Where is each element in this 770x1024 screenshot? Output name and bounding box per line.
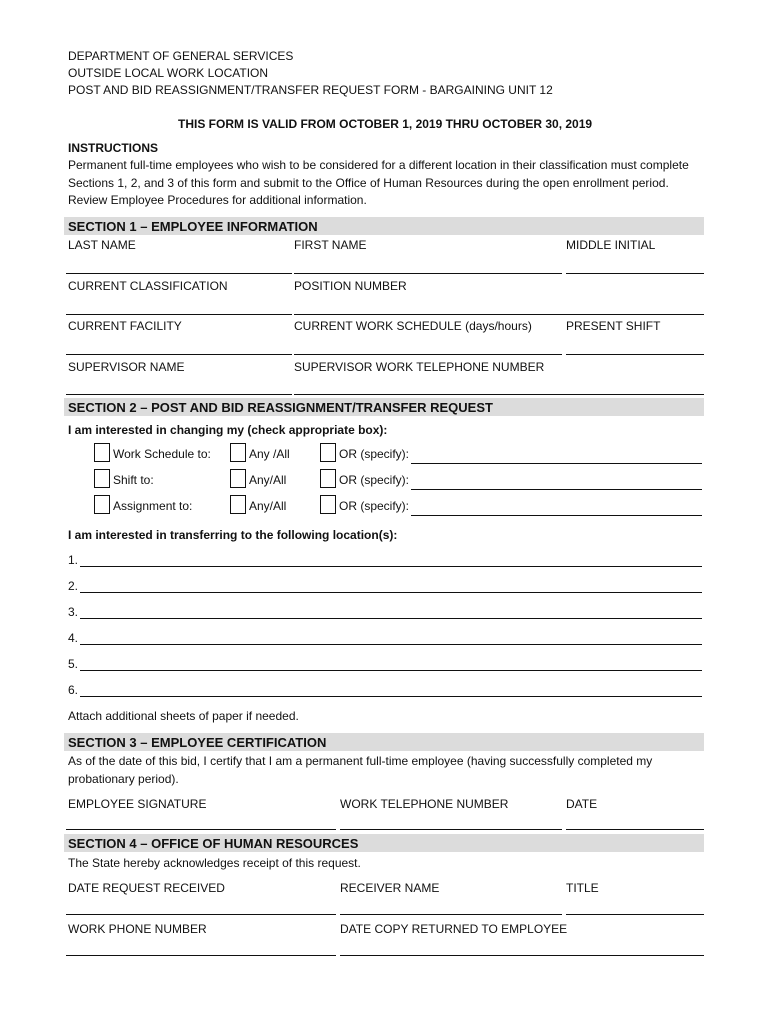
work-schedule-any-checkbox[interactable] (230, 443, 246, 462)
location-field-3[interactable] (80, 618, 702, 619)
section3-title: SECTION 3 – EMPLOYEE CERTIFICATION (68, 735, 327, 750)
section1-title: SECTION 1 – EMPLOYEE INFORMATION (68, 219, 318, 234)
section1-header (64, 217, 704, 235)
position-number-label: POSITION NUMBER (294, 279, 407, 293)
employee-signature-field[interactable] (66, 829, 336, 830)
supervisor-name-label: SUPERVISOR NAME (68, 360, 185, 374)
shift-any-label: Any/All (249, 473, 287, 487)
receiver-name-label: RECEIVER NAME (340, 881, 440, 895)
header-location: OUTSIDE LOCAL WORK LOCATION (68, 66, 269, 80)
work-phone-field[interactable] (66, 955, 336, 956)
instructions-text: Permanent full-time employees who wish to be considered for a different location in their classification must complete Sections 1, 2, and 3 of this form and submit to the Office of Human Resources during the open enrollment period. Review Employee Procedures for additional information. (68, 158, 689, 207)
transfer-prompt: I am interested in transferring to the following location(s): (68, 528, 398, 542)
instructions-heading: INSTRUCTIONS (68, 141, 158, 155)
work-schedule-checkbox[interactable] (94, 443, 110, 462)
validity-notice: THIS FORM IS VALID FROM OCTOBER 1, 2019 THRU OCTOBER 30, 2019 (178, 117, 593, 131)
location-number: 5. (68, 657, 79, 671)
change-prompt: I am interested in changing my (check appropriate box): (68, 423, 388, 437)
location-number: 6. (68, 683, 79, 697)
location-number: 3. (68, 605, 79, 619)
last-name-field[interactable] (66, 273, 292, 274)
shift-checkbox[interactable] (94, 469, 110, 488)
section3-header (64, 733, 704, 751)
location-number: 2. (68, 579, 79, 593)
location-number: 4. (68, 631, 79, 645)
location-field-4[interactable] (80, 644, 702, 645)
assignment-or-label: OR (specify): (339, 499, 410, 513)
current-work-schedule-field[interactable] (294, 354, 562, 355)
date-label: DATE (566, 797, 598, 811)
current-classification-label: CURRENT CLASSIFICATION (68, 279, 228, 293)
work-telephone-label: WORK TELEPHONE NUMBER (340, 797, 509, 811)
work-schedule-or-label: OR (specify): (339, 447, 410, 461)
section4-header (64, 834, 704, 852)
shift-or-label: OR (specify): (339, 473, 410, 487)
assignment-any-label: Any/All (249, 499, 287, 513)
section4-title: SECTION 4 – OFFICE OF HUMAN RESOURCES (68, 836, 359, 851)
current-facility-label: CURRENT FACILITY (68, 319, 182, 333)
header-department: DEPARTMENT OF GENERAL SERVICES (68, 49, 294, 63)
section2-header (64, 398, 704, 416)
middle-initial-label: MIDDLE INITIAL (566, 238, 656, 252)
date-copy-returned-label: DATE COPY RETURNED TO EMPLOYEE (340, 922, 568, 936)
present-shift-field[interactable] (566, 354, 704, 355)
first-name-label: FIRST NAME (294, 238, 367, 252)
receiver-name-field[interactable] (340, 914, 562, 915)
first-name-field[interactable] (294, 273, 562, 274)
certification-text: As of the date of this bid, I certify that I am a permanent full-time employee (having successfully completed my probationary period). (68, 754, 653, 786)
date-field[interactable] (566, 829, 704, 830)
current-classification-field[interactable] (66, 314, 292, 315)
date-received-field[interactable] (66, 914, 336, 915)
location-field-2[interactable] (80, 592, 702, 593)
supervisor-name-field[interactable] (66, 394, 292, 395)
date-copy-returned-field[interactable] (340, 955, 704, 956)
assignment-checkbox[interactable] (94, 495, 110, 514)
work-schedule-or-checkbox[interactable] (320, 443, 336, 462)
last-name-label: LAST NAME (68, 238, 136, 252)
shift-or-checkbox[interactable] (320, 469, 336, 488)
middle-initial-field[interactable] (566, 273, 704, 274)
work-phone-label: WORK PHONE NUMBER (68, 922, 207, 936)
acknowledgement-text: The State hereby acknowledges receipt of this request. (68, 856, 361, 870)
position-number-field[interactable] (294, 314, 704, 315)
work-telephone-field[interactable] (340, 829, 562, 830)
current-facility-field[interactable] (66, 354, 292, 355)
supervisor-phone-field[interactable] (294, 394, 704, 395)
assignment-or-checkbox[interactable] (320, 495, 336, 514)
shift-any-checkbox[interactable] (230, 469, 246, 488)
assignment-label: Assignment to: (113, 499, 193, 513)
header-form-title: POST AND BID REASSIGNMENT/TRANSFER REQUEST FORM - BARGAINING UNIT 12 (68, 83, 553, 97)
title-label: TITLE (566, 881, 599, 895)
title-field[interactable] (566, 914, 704, 915)
location-field-5[interactable] (80, 670, 702, 671)
date-received-label: DATE REQUEST RECEIVED (68, 881, 225, 895)
shift-label: Shift to: (113, 473, 154, 487)
location-number: 1. (68, 553, 79, 567)
assignment-specify-field[interactable] (411, 515, 702, 516)
shift-specify-field[interactable] (411, 489, 702, 490)
work-schedule-label: Work Schedule to: (113, 447, 211, 461)
section2-title: SECTION 2 – POST AND BID REASSIGNMENT/TRANSFER REQUEST (68, 400, 493, 415)
location-field-1[interactable] (80, 566, 702, 567)
supervisor-phone-label: SUPERVISOR WORK TELEPHONE NUMBER (294, 360, 545, 374)
attach-note: Attach additional sheets of paper if needed. (68, 709, 299, 723)
work-schedule-specify-field[interactable] (411, 463, 702, 464)
employee-signature-label: EMPLOYEE SIGNATURE (68, 797, 207, 811)
location-field-6[interactable] (80, 696, 702, 697)
current-work-schedule-label: CURRENT WORK SCHEDULE (days/hours) (294, 319, 532, 333)
present-shift-label: PRESENT SHIFT (566, 319, 661, 333)
assignment-any-checkbox[interactable] (230, 495, 246, 514)
work-schedule-any-label: Any /All (249, 447, 290, 461)
